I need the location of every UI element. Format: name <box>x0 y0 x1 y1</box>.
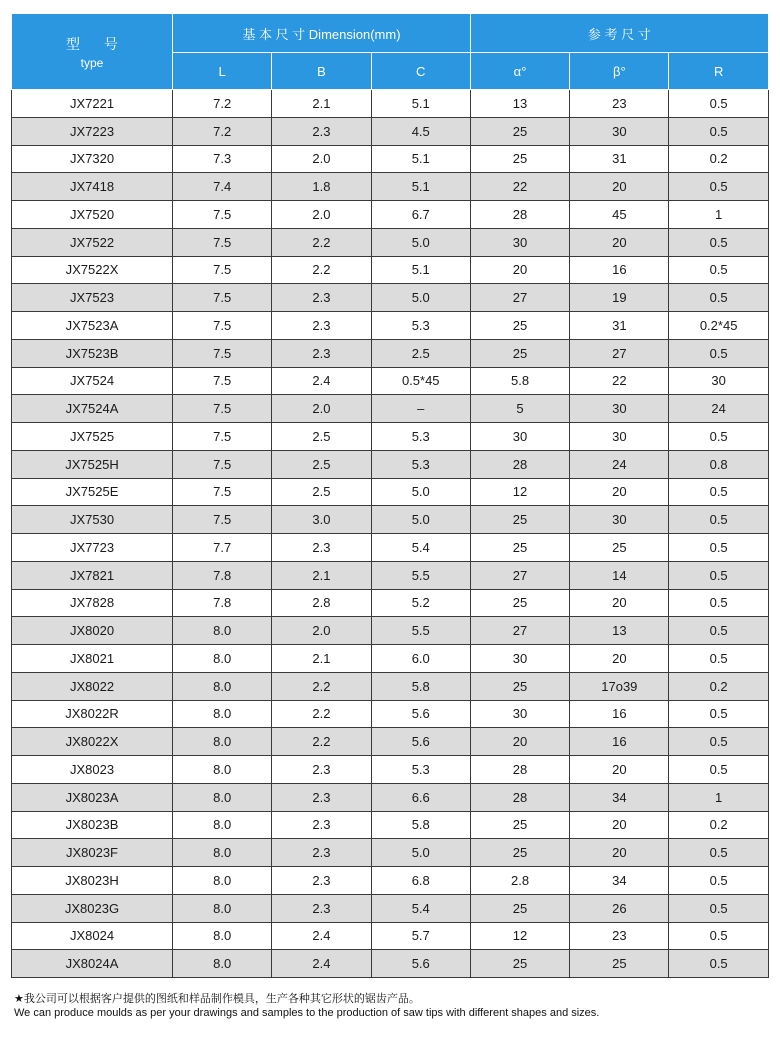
table-row <box>12 173 769 201</box>
b-cell: 2.3 <box>272 534 371 562</box>
beta-cell: 17o39 <box>570 672 669 700</box>
beta-cell: 20 <box>570 589 669 617</box>
beta-cell: 19 <box>570 284 669 312</box>
column-header-alpha: α° <box>470 53 569 90</box>
beta-cell: 25 <box>570 534 669 562</box>
l-cell: 7.5 <box>173 506 272 534</box>
l-cell: 8.0 <box>173 867 272 895</box>
r-cell: 0.5 <box>669 922 768 950</box>
alpha-cell: 30 <box>470 645 569 673</box>
l-cell: 7.2 <box>173 90 272 118</box>
l-cell: 7.7 <box>173 534 272 562</box>
c-cell: 6.8 <box>371 867 470 895</box>
table-row <box>12 201 769 229</box>
alpha-cell: 25 <box>470 534 569 562</box>
type-cell: JX7524A <box>12 395 173 423</box>
type-cell: JX8021 <box>12 645 173 673</box>
c-cell: 5.6 <box>371 700 470 728</box>
b-cell: 2.8 <box>272 589 371 617</box>
r-cell: 0.5 <box>669 506 768 534</box>
table-row <box>12 450 769 478</box>
table-row <box>12 561 769 589</box>
l-cell: 7.5 <box>173 339 272 367</box>
b-cell: 2.2 <box>272 672 371 700</box>
type-cell: JX8023G <box>12 894 173 922</box>
r-cell: 0.5 <box>669 173 768 201</box>
b-cell: 2.4 <box>272 922 371 950</box>
c-cell: 5.4 <box>371 894 470 922</box>
table-row <box>12 867 769 895</box>
type-cell: JX8023 <box>12 756 173 784</box>
table-row <box>12 395 769 423</box>
l-cell: 7.5 <box>173 367 272 395</box>
r-cell: 0.5 <box>669 867 768 895</box>
alpha-cell: 25 <box>470 589 569 617</box>
c-cell: 5.0 <box>371 506 470 534</box>
type-cell: JX7723 <box>12 534 173 562</box>
type-cell: JX8022 <box>12 672 173 700</box>
l-cell: 8.0 <box>173 728 272 756</box>
alpha-cell: 30 <box>470 700 569 728</box>
b-cell: 2.0 <box>272 395 371 423</box>
b-cell: 2.4 <box>272 367 371 395</box>
c-cell: 6.0 <box>371 645 470 673</box>
alpha-cell: 5.8 <box>470 367 569 395</box>
alpha-cell: 27 <box>470 617 569 645</box>
l-cell: 7.5 <box>173 450 272 478</box>
table-row <box>12 950 769 978</box>
b-cell: 2.3 <box>272 811 371 839</box>
beta-cell: 20 <box>570 228 669 256</box>
r-cell: 0.2 <box>669 672 768 700</box>
beta-cell: 26 <box>570 894 669 922</box>
c-cell: 5.4 <box>371 534 470 562</box>
beta-cell: 24 <box>570 450 669 478</box>
b-cell: 2.3 <box>272 339 371 367</box>
r-cell: 0.5 <box>669 728 768 756</box>
beta-cell: 20 <box>570 478 669 506</box>
table-row <box>12 312 769 340</box>
r-cell: 0.5 <box>669 894 768 922</box>
type-cell: JX8024 <box>12 922 173 950</box>
reference-dimension-header: 参 考 尺 寸 <box>470 14 768 53</box>
table-row <box>12 534 769 562</box>
table-row <box>12 256 769 284</box>
beta-cell: 20 <box>570 756 669 784</box>
l-cell: 8.0 <box>173 894 272 922</box>
type-cell: JX8023F <box>12 839 173 867</box>
table-row <box>12 589 769 617</box>
alpha-cell: 30 <box>470 228 569 256</box>
alpha-cell: 25 <box>470 811 569 839</box>
r-cell: 30 <box>669 367 768 395</box>
l-cell: 7.3 <box>173 145 272 173</box>
type-cell: JX7523 <box>12 284 173 312</box>
column-header-b: B <box>272 53 371 90</box>
type-cell: JX8023H <box>12 867 173 895</box>
table-row <box>12 423 769 451</box>
type-header-zh: 型 号 <box>66 35 128 52</box>
b-cell: 2.2 <box>272 256 371 284</box>
type-cell: JX8020 <box>12 617 173 645</box>
type-cell: JX7522 <box>12 228 173 256</box>
type-cell: JX7525E <box>12 478 173 506</box>
table-row <box>12 756 769 784</box>
l-cell: 8.0 <box>173 645 272 673</box>
c-cell: 4.5 <box>371 117 470 145</box>
b-cell: 2.5 <box>272 450 371 478</box>
table-row <box>12 478 769 506</box>
type-cell: JX8022X <box>12 728 173 756</box>
b-cell: 2.3 <box>272 894 371 922</box>
beta-cell: 31 <box>570 145 669 173</box>
alpha-cell: 25 <box>470 339 569 367</box>
footer-note <box>14 992 774 1020</box>
c-cell: 2.5 <box>371 339 470 367</box>
alpha-cell: 20 <box>470 728 569 756</box>
r-cell: 0.5 <box>669 617 768 645</box>
beta-cell: 30 <box>570 395 669 423</box>
l-cell: 7.5 <box>173 256 272 284</box>
r-cell: 0.8 <box>669 450 768 478</box>
table-row <box>12 90 769 118</box>
c-cell: 5.8 <box>371 672 470 700</box>
c-cell: 5.8 <box>371 811 470 839</box>
l-cell: 8.0 <box>173 783 272 811</box>
b-cell: 2.3 <box>272 312 371 340</box>
b-cell: 3.0 <box>272 506 371 534</box>
type-header-en: type <box>80 55 104 70</box>
type-header <box>12 14 173 90</box>
r-cell: 0.5 <box>669 589 768 617</box>
alpha-cell: 12 <box>470 922 569 950</box>
r-cell: 0.5 <box>669 423 768 451</box>
alpha-cell: 12 <box>470 478 569 506</box>
column-header-r: R <box>669 53 768 90</box>
c-cell: 5.1 <box>371 173 470 201</box>
type-cell: JX7320 <box>12 145 173 173</box>
type-cell: JX7525H <box>12 450 173 478</box>
table-row <box>12 811 769 839</box>
type-cell: JX7523B <box>12 339 173 367</box>
r-cell: 0.5 <box>669 256 768 284</box>
table-body <box>12 90 769 978</box>
beta-cell: 23 <box>570 922 669 950</box>
c-cell: 5.3 <box>371 312 470 340</box>
beta-cell: 20 <box>570 839 669 867</box>
c-cell: 6.6 <box>371 783 470 811</box>
l-cell: 8.0 <box>173 756 272 784</box>
beta-cell: 16 <box>570 700 669 728</box>
alpha-cell: 28 <box>470 783 569 811</box>
beta-cell: 16 <box>570 728 669 756</box>
type-cell: JX7520 <box>12 201 173 229</box>
alpha-cell: 25 <box>470 894 569 922</box>
b-cell: 2.4 <box>272 950 371 978</box>
l-cell: 7.5 <box>173 478 272 506</box>
spec-table <box>11 13 769 978</box>
beta-cell: 13 <box>570 617 669 645</box>
table-row <box>12 894 769 922</box>
beta-cell: 30 <box>570 506 669 534</box>
l-cell: 8.0 <box>173 839 272 867</box>
l-cell: 7.5 <box>173 284 272 312</box>
alpha-cell: 2.8 <box>470 867 569 895</box>
c-cell: 5.1 <box>371 145 470 173</box>
c-cell: 5.0 <box>371 478 470 506</box>
l-cell: 8.0 <box>173 700 272 728</box>
l-cell: 7.5 <box>173 201 272 229</box>
alpha-cell: 20 <box>470 256 569 284</box>
l-cell: 8.0 <box>173 617 272 645</box>
c-cell: 5.5 <box>371 617 470 645</box>
alpha-cell: 28 <box>470 756 569 784</box>
r-cell: 0.5 <box>669 339 768 367</box>
type-cell: JX8024A <box>12 950 173 978</box>
beta-cell: 25 <box>570 950 669 978</box>
l-cell: 8.0 <box>173 950 272 978</box>
type-cell: JX7418 <box>12 173 173 201</box>
table-row <box>12 700 769 728</box>
b-cell: 2.2 <box>272 228 371 256</box>
table-row <box>12 672 769 700</box>
table-row <box>12 284 769 312</box>
alpha-cell: 25 <box>470 117 569 145</box>
table-row <box>12 339 769 367</box>
b-cell: 2.0 <box>272 617 371 645</box>
beta-cell: 22 <box>570 367 669 395</box>
table-row <box>12 922 769 950</box>
c-cell: 5.0 <box>371 284 470 312</box>
b-cell: 2.1 <box>272 645 371 673</box>
c-cell: 5.3 <box>371 423 470 451</box>
b-cell: 2.3 <box>272 756 371 784</box>
b-cell: 2.1 <box>272 90 371 118</box>
column-header-l: L <box>173 53 272 90</box>
l-cell: 7.5 <box>173 312 272 340</box>
r-cell: 0.5 <box>669 645 768 673</box>
r-cell: 0.5 <box>669 90 768 118</box>
table-row <box>12 228 769 256</box>
b-cell: 1.8 <box>272 173 371 201</box>
b-cell: 2.3 <box>272 284 371 312</box>
c-cell: 5.5 <box>371 561 470 589</box>
l-cell: 7.8 <box>173 561 272 589</box>
beta-cell: 14 <box>570 561 669 589</box>
r-cell: 0.5 <box>669 117 768 145</box>
c-cell: 5.6 <box>371 728 470 756</box>
spec-table-container <box>11 13 768 978</box>
l-cell: 7.5 <box>173 423 272 451</box>
table-row <box>12 506 769 534</box>
table-row <box>12 645 769 673</box>
type-cell: JX7828 <box>12 589 173 617</box>
type-cell: JX7522X <box>12 256 173 284</box>
r-cell: 0.5 <box>669 839 768 867</box>
l-cell: 8.0 <box>173 922 272 950</box>
l-cell: 8.0 <box>173 672 272 700</box>
r-cell: 1 <box>669 783 768 811</box>
c-cell: 0.5*45 <box>371 367 470 395</box>
r-cell: 0.2 <box>669 811 768 839</box>
b-cell: 2.5 <box>272 423 371 451</box>
r-cell: 0.5 <box>669 561 768 589</box>
table-row <box>12 117 769 145</box>
b-cell: 2.3 <box>272 867 371 895</box>
table-row <box>12 783 769 811</box>
c-cell: 5.1 <box>371 256 470 284</box>
r-cell: 0.2*45 <box>669 312 768 340</box>
r-cell: 24 <box>669 395 768 423</box>
beta-cell: 20 <box>570 173 669 201</box>
beta-cell: 16 <box>570 256 669 284</box>
footer-note-zh: ★我公司可以根据客户提供的图纸和样品制作模具，生产各种其它形状的锯齿产品。 <box>14 993 420 1005</box>
r-cell: 0.5 <box>669 534 768 562</box>
beta-cell: 30 <box>570 117 669 145</box>
r-cell: 0.5 <box>669 478 768 506</box>
b-cell: 2.3 <box>272 117 371 145</box>
r-cell: 0.5 <box>669 756 768 784</box>
alpha-cell: 13 <box>470 90 569 118</box>
beta-cell: 27 <box>570 339 669 367</box>
beta-cell: 45 <box>570 201 669 229</box>
c-cell: – <box>371 395 470 423</box>
alpha-cell: 22 <box>470 173 569 201</box>
alpha-cell: 28 <box>470 201 569 229</box>
table-row <box>12 145 769 173</box>
b-cell: 2.0 <box>272 201 371 229</box>
b-cell: 2.0 <box>272 145 371 173</box>
r-cell: 0.5 <box>669 700 768 728</box>
type-cell: JX7523A <box>12 312 173 340</box>
l-cell: 8.0 <box>173 811 272 839</box>
r-cell: 0.5 <box>669 950 768 978</box>
alpha-cell: 27 <box>470 284 569 312</box>
c-cell: 5.3 <box>371 450 470 478</box>
c-cell: 5.2 <box>371 589 470 617</box>
b-cell: 2.5 <box>272 478 371 506</box>
r-cell: 0.5 <box>669 228 768 256</box>
c-cell: 5.3 <box>371 756 470 784</box>
alpha-cell: 25 <box>470 506 569 534</box>
type-cell: JX7223 <box>12 117 173 145</box>
c-cell: 6.7 <box>371 201 470 229</box>
alpha-cell: 28 <box>470 450 569 478</box>
r-cell: 0.2 <box>669 145 768 173</box>
alpha-cell: 30 <box>470 423 569 451</box>
l-cell: 7.4 <box>173 173 272 201</box>
alpha-cell: 5 <box>470 395 569 423</box>
alpha-cell: 25 <box>470 312 569 340</box>
table-row <box>12 839 769 867</box>
type-cell: JX7530 <box>12 506 173 534</box>
type-cell: JX8023A <box>12 783 173 811</box>
c-cell: 5.6 <box>371 950 470 978</box>
l-cell: 7.8 <box>173 589 272 617</box>
beta-cell: 23 <box>570 90 669 118</box>
alpha-cell: 25 <box>470 672 569 700</box>
alpha-cell: 27 <box>470 561 569 589</box>
alpha-cell: 25 <box>470 145 569 173</box>
footer-note-en: We can produce moulds as per your drawings and samples to the production of saw tips with different shapes and sizes. <box>14 1007 600 1019</box>
type-cell: JX7221 <box>12 90 173 118</box>
b-cell: 2.2 <box>272 700 371 728</box>
l-cell: 7.2 <box>173 117 272 145</box>
basic-dimension-header: 基 本 尺 寸 Dimension(mm) <box>173 14 471 53</box>
table-row <box>12 617 769 645</box>
beta-cell: 20 <box>570 645 669 673</box>
beta-cell: 34 <box>570 783 669 811</box>
b-cell: 2.2 <box>272 728 371 756</box>
c-cell: 5.7 <box>371 922 470 950</box>
beta-cell: 30 <box>570 423 669 451</box>
b-cell: 2.3 <box>272 783 371 811</box>
type-cell: JX7524 <box>12 367 173 395</box>
beta-cell: 20 <box>570 811 669 839</box>
type-cell: JX7821 <box>12 561 173 589</box>
beta-cell: 31 <box>570 312 669 340</box>
column-header-c: C <box>371 53 470 90</box>
r-cell: 0.5 <box>669 284 768 312</box>
alpha-cell: 25 <box>470 950 569 978</box>
type-cell: JX8022R <box>12 700 173 728</box>
beta-cell: 34 <box>570 867 669 895</box>
table-row <box>12 728 769 756</box>
column-header-beta: β° <box>570 53 669 90</box>
alpha-cell: 25 <box>470 839 569 867</box>
l-cell: 7.5 <box>173 395 272 423</box>
b-cell: 2.1 <box>272 561 371 589</box>
b-cell: 2.3 <box>272 839 371 867</box>
table-header <box>12 14 769 90</box>
c-cell: 5.0 <box>371 839 470 867</box>
table-row <box>12 367 769 395</box>
type-cell: JX7525 <box>12 423 173 451</box>
l-cell: 7.5 <box>173 228 272 256</box>
c-cell: 5.0 <box>371 228 470 256</box>
r-cell: 1 <box>669 201 768 229</box>
c-cell: 5.1 <box>371 90 470 118</box>
type-cell: JX8023B <box>12 811 173 839</box>
